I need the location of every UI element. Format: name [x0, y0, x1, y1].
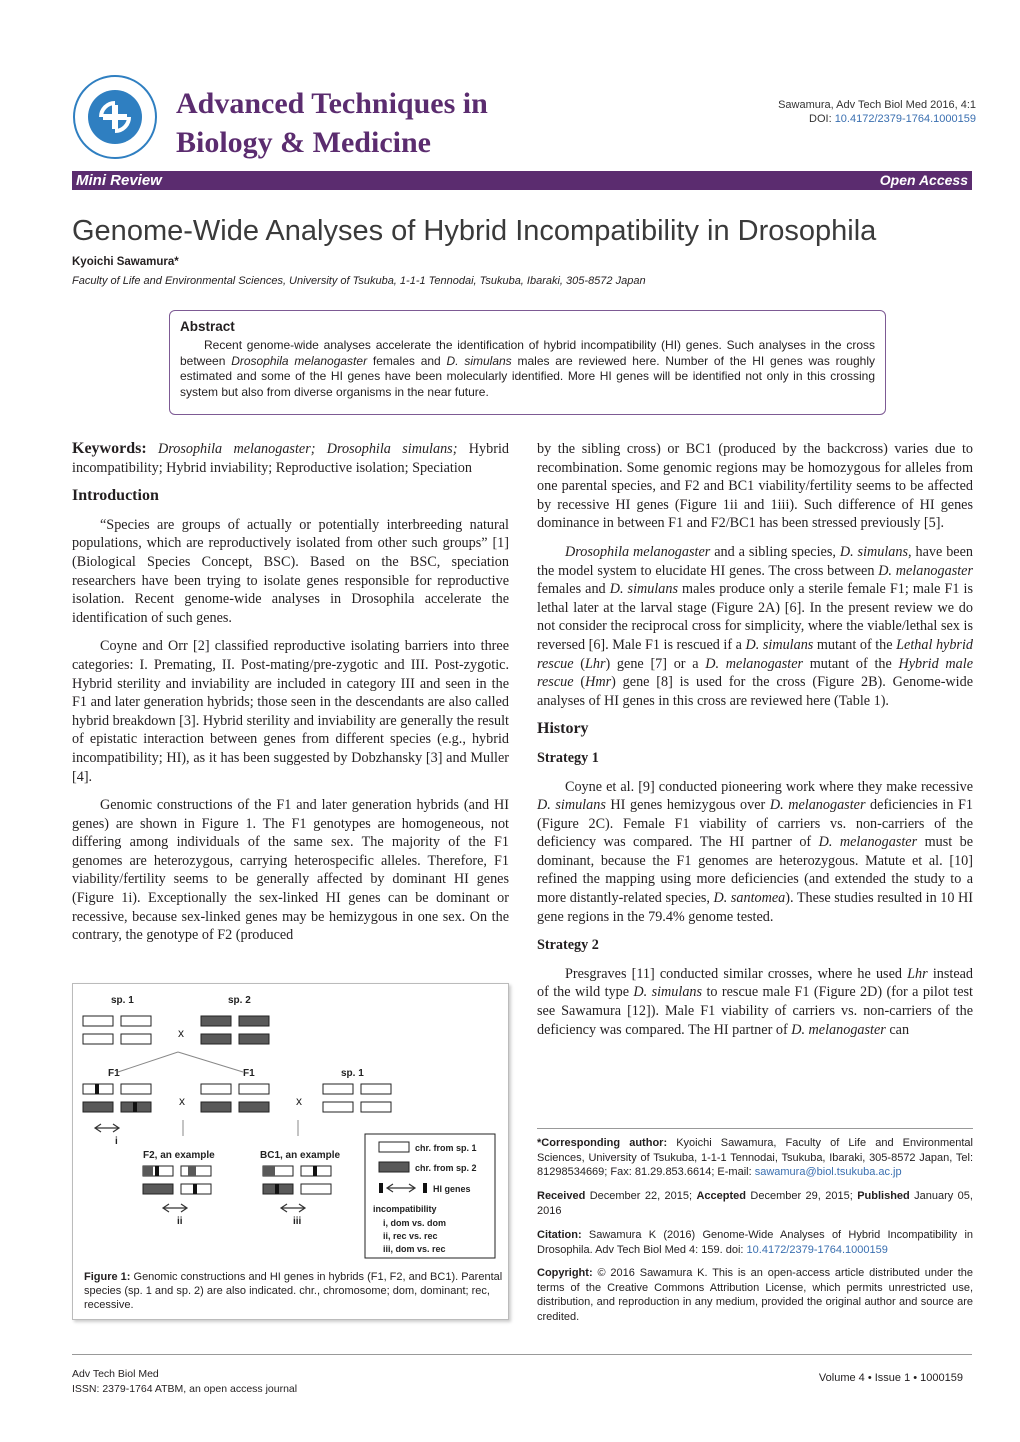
legend-hi: HI genes	[433, 1184, 471, 1194]
article-citation-header	[778, 98, 976, 126]
label-sp1: sp. 1	[111, 995, 134, 1006]
journal-title: Advanced Techniques in Biology & Medicine	[176, 87, 488, 159]
doi-line: DOI: 10.4172/2379-1764.1000159	[809, 113, 976, 125]
footer-journal: Adv Tech Biol Med	[72, 1368, 159, 1380]
abstract-heading: Abstract	[180, 319, 235, 334]
article-title: Genome-Wide Analyses of Hybrid Incompatibility in Drosophila	[72, 215, 877, 247]
author-name: Kyoichi Sawamura*	[72, 256, 179, 268]
label-bc1: BC1, an example	[260, 1150, 341, 1161]
history-heading: History	[537, 720, 589, 738]
legend-incompatibility: incompatibility	[373, 1204, 437, 1214]
cross-symbol-2: x	[179, 1094, 185, 1108]
legend-iii: iii, dom vs. rec	[383, 1244, 446, 1254]
strategy-1-heading: Strategy 1	[537, 749, 599, 766]
journal-logo	[72, 74, 158, 160]
article-dates: Received December 22, 2015; Accepted December 29, 2015; Published January 05, 2016	[537, 1190, 973, 1217]
legend-ii: ii, rec vs. rec	[383, 1231, 438, 1241]
email-link[interactable]: sawamura@biol.tsukuba.ac.jp	[754, 1166, 902, 1178]
article-type-label: Mini Review	[76, 172, 162, 189]
keywords: Keywords: Drosophila melanogaster; Drosophila simulans; Hybrid incompatibility; Hybrid inviability; Reproductive isolation; Speciation	[72, 440, 509, 476]
open-access-label: Open Access	[879, 172, 968, 188]
citation-doi-link[interactable]: 10.4172/2379-1764.1000159	[746, 1243, 888, 1256]
legend-sp1: chr. from sp. 1	[415, 1143, 477, 1153]
label-f2: F2, an example	[143, 1150, 215, 1161]
copyright-notice: Copyright: © 2016 Sawamura K. This is an open-access article distributed under the terms of the Creative Commons Attribution License, which permits unrestricted use, distribution, and reproduction in any medium, provided the original author and source are credited.	[537, 1267, 973, 1323]
label-sp1-backcross: sp. 1	[341, 1068, 364, 1079]
label-sp2: sp. 2	[228, 995, 251, 1006]
abstract-box	[169, 310, 886, 415]
label-ii: ii	[177, 1216, 183, 1227]
intro-paragraph-2: Coyne and Orr [2] classified reproductive isolating barriers into three categories: I. Premating, II. Post-mating/pre-zygotic and III. Post-zygotic. Hybrid sterility and inviability are included in category III and seen in the F1 and later generation hybrids; those seen in the descendants are also called hybrid breakdown [3]. Hybrid sterility and inviability are generally the result of epistatic interaction between genes from different species (e.g., hybrid incompatibility; HI), as it has been suggested by Dobzhansky [3] and Muller [4].	[72, 638, 509, 785]
left-column	[72, 440, 509, 955]
cross-symbol-3: x	[296, 1094, 302, 1108]
intro-paragraph-1: “Species are groups of actually or potentially interbreeding natural populations, which are reproductively isolated from other such groups” [1] (Biological Species Concept, BSC). Based on the BSC, speciation researchers have been trying to isolate genes responsible for reproductive isolation. Recent genome-wide analyses in Drosophila accelerate the identification of such genes.	[72, 516, 509, 626]
strategy-2-heading: Strategy 2	[537, 937, 599, 954]
introduction-heading: Introduction	[72, 487, 159, 505]
label-i: i	[115, 1136, 118, 1147]
figure-1-caption: Figure 1: Genomic constructions and HI genes in hybrids (F1, F2, and BC1). Parental species (sp. 1 and sp. 2) are also indicated. chr., chromosome; dom, dominant; rec, recessive.	[84, 1271, 503, 1311]
footer-journal-info	[72, 1367, 297, 1397]
corresponding-author: *Corresponding author: Kyoichi Sawamura, Faculty of Life and Environmental Sciences, University of Tsukuba, 1-1-1 Tennodai, Tsukuba, Ibaraki, 305-8572 Japan, Tel: 81298534669; Fax: 81.29.853.6614; E-mail: sawamura@biol.tsukuba.ac.jp	[537, 1137, 973, 1178]
abstract-text: Recent genome-wide analyses accelerate the identification of hybrid incompatibility (HI) genes. Such analyses in the cross between Drosophila melanogaster females and D. simulans males are reviewed here. Number of the HI genes was roughly estimated and some of the HI genes have been molecularly identified. More HI genes will be identified not only in this crossing system but also from diverse organisms in the near future.	[180, 338, 876, 399]
legend-i: i, dom vs. dom	[383, 1218, 447, 1228]
article-type-banner	[72, 171, 972, 190]
cross-symbol-1: x	[178, 1026, 184, 1040]
author-affiliation: Faculty of Life and Environmental Sciences, University of Tsukuba, 1-1-1 Tennodai, Tsukuba, Ibaraki, 305-8572 Japan	[72, 275, 646, 287]
right-column	[537, 440, 973, 1049]
strategy-2-paragraph: Presgraves [11] conducted similar crosses, where he used Lhr instead of the wild type D. simulans to rescue male F1 (Figure 2D) (for a pilot test see Sawamura [12]). Male F1 viability of carriers vs. non-carriers of the deficiency was compared. The HI partner of D. melanogaster can	[537, 965, 974, 1038]
info-divider	[537, 1128, 973, 1129]
label-iii: iii	[293, 1216, 302, 1227]
doi-link[interactable]: 10.4172/2379-1764.1000159	[834, 113, 976, 125]
right-paragraph-1: by the sibling cross) or BC1 (produced by the backcross) varies due to recombination. Some genomic regions may be homozygous for alleles from one parental species, and F2 and BC1 viability/fertility seems to be affected by recessive HI genes (Figure 1ii and 1iii). Such difference of HI genes dominance in between F1 and F2/BC1 has been stressed previously [5].	[537, 441, 973, 532]
intro-paragraph-3: Genomic constructions of the F1 and later generation hybrids (and HI genes) are shown in Figure 1. The F1 genotypes are homogeneous, not differing among individuals of the same sex. The majority of the F1 genomes are heterozygous, carrying heterospecific alleles. Therefore, F1 viability/fertility seems to be generally affected by dominant HI genes (Figure 1i). Exceptionally the sex-linked HI genes can be dominant or recessive, because sex-linked genes may be hemizygous in one sex. On the contrary, the genotype of F2 (produced	[72, 797, 509, 944]
citation-line: Sawamura, Adv Tech Biol Med 2016, 4:1	[778, 99, 976, 111]
footer-divider	[72, 1354, 972, 1355]
article-citation: Citation: Sawamura K (2016) Genome-Wide Analyses of Hybrid Incompatibility in Drosophila. Adv Tech Biol Med 4: 159. doi: 10.4172/2379-1764.1000159	[537, 1229, 973, 1256]
legend-sp2: chr. from sp. 2	[415, 1163, 477, 1173]
right-paragraph-2: Drosophila melanogaster and a sibling species, D. simulans, have been the model system to elucidate HI genes. The cross between D. melanogaster females and D. simulans males produce only a sterile female F1; male F1 is lethal later at the larval stage (Figure 2A) [6]. In the present review we do not consider the reciprocal cross for simplicity, where the viable/lethal sex is reversed [6]. Male F1 is rescued if a D. simulans mutant of the Lethal hybrid rescue (Lhr) gene [7] or a D. melanogaster mutant of the Hybrid male rescue (Hmr) gene [8] is used for the cross (Figure 2B). Genome-wide analyses of HI genes in this cross are reviewed here (Table 1).	[537, 543, 974, 709]
label-f1-left: F1	[108, 1068, 120, 1079]
footer-issn: ISSN: 2379-1764 ATBM, an open access journal	[72, 1383, 298, 1395]
footer-volume: Volume 4 • Issue 1 • 1000159	[818, 1372, 963, 1384]
label-f1-right: F1	[243, 1068, 255, 1079]
strategy-1-paragraph: Coyne et al. [9] conducted pioneering work where they make recessive D. simulans HI genes hemizygous over D. melanogaster deficiencies in F1 (Figure 2C). Female F1 viability of carriers vs. non-carriers of the deficiency was compared. The HI partner of D. melanogaster must be dominant, because the F1 genomes are heterozygous. Matute et al. [10] refined the mapping using more deficiencies (and extended the study to a more distantly-related species, D. santomea). These studies resulted in 10 HI gene regions in the 79.4% genome tested.	[537, 778, 974, 925]
